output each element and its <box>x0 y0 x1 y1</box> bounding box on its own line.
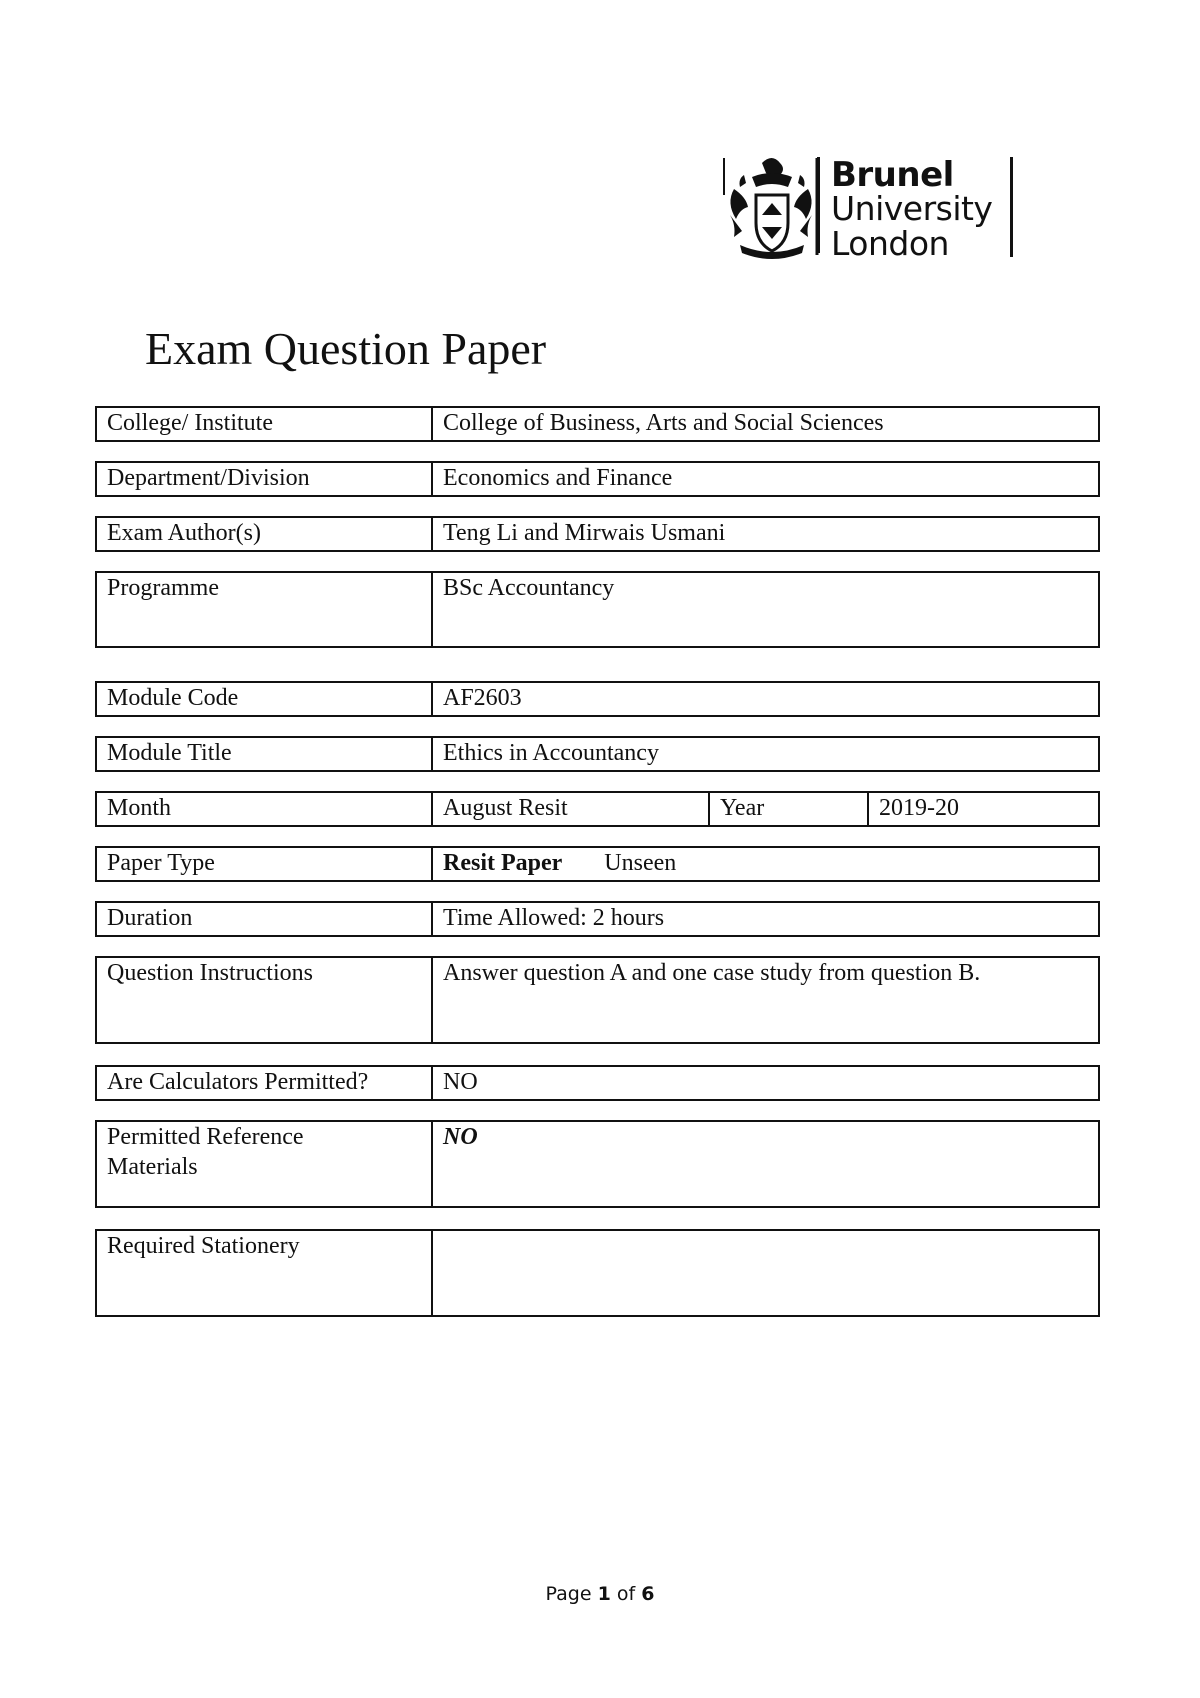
authors-row <box>95 516 1100 552</box>
programme-value: BSc Accountancy <box>443 575 615 601</box>
month-value: August Resit <box>433 793 710 825</box>
page-title: Exam Question Paper <box>145 323 547 374</box>
of-word: of <box>616 1583 636 1605</box>
stationery-label: Required Stationery <box>97 1231 433 1315</box>
duration-row <box>95 901 1100 937</box>
module-title-label: Module Title <box>97 738 433 770</box>
stationery-row <box>95 1229 1100 1317</box>
total-pages: 6 <box>641 1583 655 1605</box>
instructions-value: Answer question A and one case study from question B. <box>443 960 981 986</box>
department-label: Department/Division <box>97 463 433 495</box>
paper-type-unseen: Unseen <box>604 850 677 876</box>
year-value: 2019-20 <box>879 795 959 821</box>
reference-label-line2: Materials <box>107 1154 198 1180</box>
calculators-value: NO <box>443 1069 478 1095</box>
module-code-label: Module Code <box>97 683 433 715</box>
page-word: Page <box>545 1583 592 1605</box>
logo-brunel: Brunel <box>831 155 954 195</box>
reference-row <box>95 1120 1100 1208</box>
duration-value: Time Allowed: 2 hours <box>443 905 665 931</box>
calculators-label: Are Calculators Permitted? <box>97 1067 433 1099</box>
programme-row <box>95 571 1100 648</box>
college-label: College/ Institute <box>97 408 433 440</box>
logo-university: University <box>831 189 993 228</box>
department-value: Economics and Finance <box>443 465 673 491</box>
module-title-value: Ethics in Accountancy <box>443 740 659 766</box>
reference-label-line1: Permitted Reference <box>107 1124 304 1150</box>
current-page: 1 <box>597 1583 611 1605</box>
programme-label: Programme <box>97 573 433 646</box>
department-row <box>95 461 1100 497</box>
logo-london: London <box>831 224 949 263</box>
reference-value: NO <box>443 1124 478 1150</box>
month-label: Month <box>97 793 433 825</box>
module-code-row <box>95 681 1100 717</box>
authors-label: Exam Author(s) <box>97 518 433 550</box>
page-footer <box>0 1583 1200 1605</box>
paper-type-label: Paper Type <box>97 848 433 880</box>
brunel-logo <box>722 155 1014 261</box>
module-code-value: AF2603 <box>443 685 522 711</box>
college-value: College of Business, Arts and Social Sciences <box>443 410 884 436</box>
college-row <box>95 406 1100 442</box>
authors-value: Teng Li and Mirwais Usmani <box>443 520 726 546</box>
module-title-row <box>95 736 1100 772</box>
paper-type-value <box>433 848 1098 880</box>
month-row <box>95 791 1100 827</box>
duration-label: Duration <box>97 903 433 935</box>
instructions-label: Question Instructions <box>97 958 433 1042</box>
calculators-row <box>95 1065 1100 1101</box>
university-crest-icon <box>722 155 822 261</box>
instructions-row <box>95 956 1100 1044</box>
paper-type-resit: Resit Paper <box>443 850 563 876</box>
stationery-value <box>433 1231 1098 1315</box>
paper-type-row <box>95 846 1100 882</box>
reference-label <box>97 1122 433 1206</box>
year-label: Year <box>710 793 869 825</box>
